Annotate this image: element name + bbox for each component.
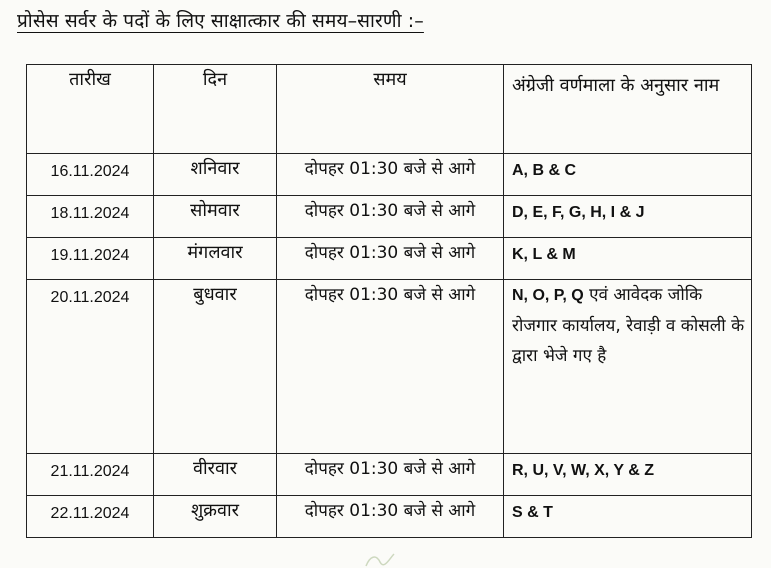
- table-row: [27, 238, 752, 280]
- row-names-letters: N, O, P, Q: [512, 287, 584, 304]
- header-time: समय: [277, 65, 504, 154]
- row-day: सोमवार: [154, 196, 277, 238]
- table-row: [27, 454, 752, 496]
- table-row: [27, 496, 752, 538]
- row-time: दोपहर 01:30 बजे से आगे: [277, 196, 504, 238]
- row-date: 18.11.2024: [27, 196, 154, 238]
- row-day: शनिवार: [154, 154, 277, 196]
- table-header-row: [27, 65, 752, 154]
- row-names: [504, 280, 752, 454]
- interview-schedule-table: [26, 64, 752, 538]
- row-day: बुधवार: [154, 280, 277, 454]
- row-date: 19.11.2024: [27, 238, 154, 280]
- row-day: मंगलवार: [154, 238, 277, 280]
- schedule-heading: प्रोसेस सर्वर के पदों के लिए साक्षात्कार की समय–सारणी :–: [17, 10, 424, 32]
- table-row: [27, 154, 752, 196]
- table-row: [27, 196, 752, 238]
- row-names: S & T: [504, 496, 752, 538]
- row-time: दोपहर 01:30 बजे से आगे: [277, 454, 504, 496]
- row-date: 22.11.2024: [27, 496, 154, 538]
- row-time: दोपहर 01:30 बजे से आगे: [277, 496, 504, 538]
- row-names: K, L & M: [504, 238, 752, 280]
- row-day: शुक्रवार: [154, 496, 277, 538]
- row-day: वीरवार: [154, 454, 277, 496]
- header-day: दिन: [154, 65, 277, 154]
- header-names: अंग्रेजी वर्णमाला के अनुसार नाम: [504, 65, 752, 154]
- row-time: दोपहर 01:30 बजे से आगे: [277, 238, 504, 280]
- row-names: R, U, V, W, X, Y & Z: [504, 454, 752, 496]
- row-names: D, E, F, G, H, I & J: [504, 196, 752, 238]
- row-time: दोपहर 01:30 बजे से आगे: [277, 154, 504, 196]
- row-names: A, B & C: [504, 154, 752, 196]
- row-time: दोपहर 01:30 बजे से आगे: [277, 280, 504, 454]
- row-date: 16.11.2024: [27, 154, 154, 196]
- table-row: [27, 280, 752, 454]
- row-date: 20.11.2024: [27, 280, 154, 454]
- row-names-note: एवं आवेदक जोकि रोजगार कार्यालय, रेवाड़ी व कोसली के द्वारा भेजे गए है: [512, 285, 745, 366]
- row-date: 21.11.2024: [27, 454, 154, 496]
- stamp-mark-icon: [360, 552, 400, 568]
- header-date: तारीख: [27, 65, 154, 154]
